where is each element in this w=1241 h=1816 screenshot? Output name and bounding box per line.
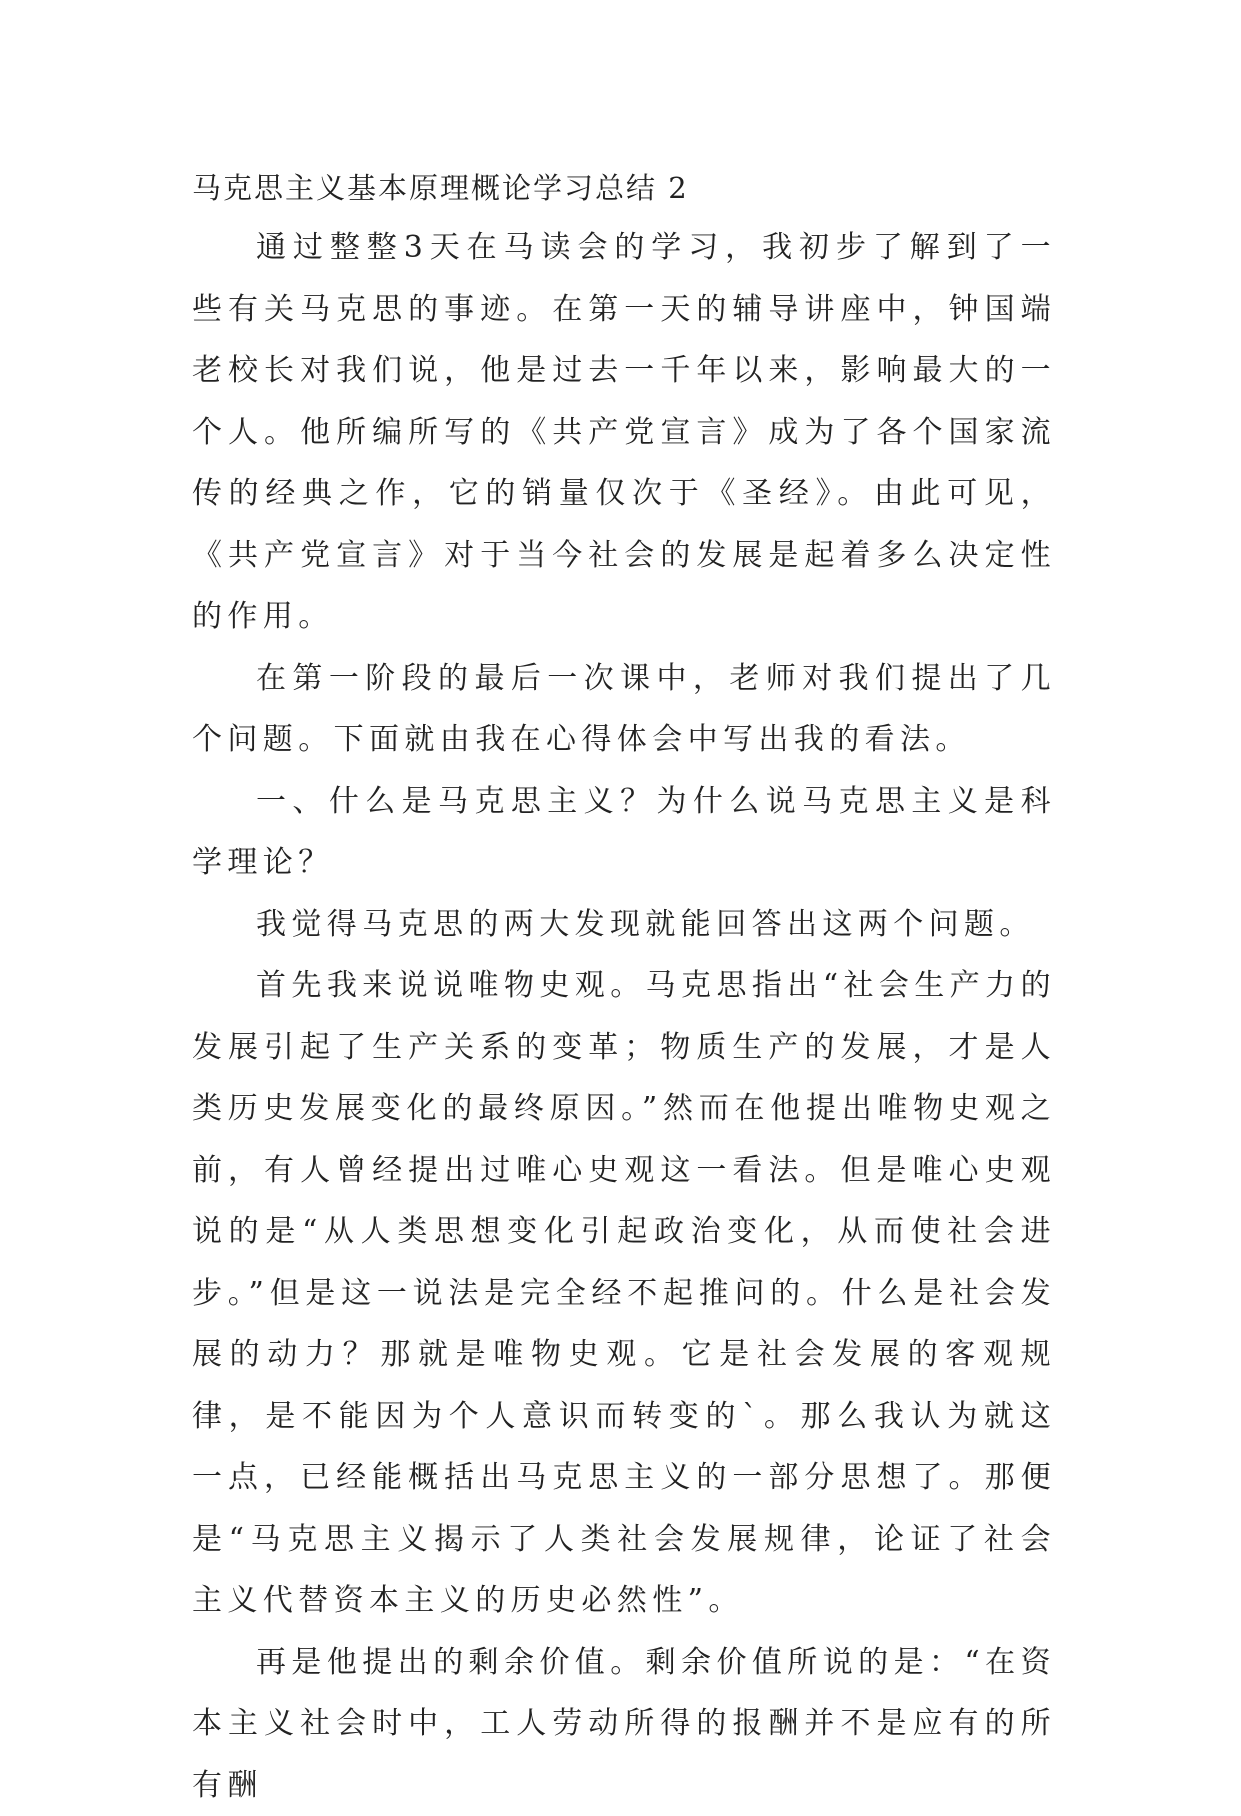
document-body [192,160,1056,1816]
document-title: 马克思主义基本原理概论学习总结 2 [192,160,1056,217]
paragraph-4: 我觉得马克思的两大发现就能回答出这两个问题。 [192,894,1056,956]
paragraph-2: 在第一阶段的最后一次课中，老师对我们提出了几个问题。下面就由我在心得体会中写出我的看法。 [192,648,1056,771]
paragraph-5: 首先我来说说唯物史观。马克思指出“社会生产力的发展引起了生产关系的变革；物质生产的发展，才是人类历史发展变化的最终原因。”然而在他提出唯物史观之前，有人曾经提出过唯心史观这一看法。但是唯心史观说的是“从人类思想变化引起政治变化，从而使社会进步。”但是这一说法是完全经不起推问的。什么是社会发展的动力？那就是唯物史观。它是社会发展的客观规律，是不能因为个人意识而转变的`。那么我认为就这一点，已经能概括出马克思主义的一部分思想了。那便是“马克思主义揭示了人类社会发展规律，论证了社会主义代替资本主义的历史必然性”。 [192,955,1056,1632]
paragraph-6: 再是他提出的剩余价值。剩余价值所说的是：“在资本主义社会时中，工人劳动所得的报酬并不是应有的所有酬 [192,1632,1056,1816]
paragraph-1: 通过整整3天在马读会的学习，我初步了解到了一些有关马克思的事迹。在第一天的辅导讲座中，钟国端老校长对我们说，他是过去一千年以来，影响最大的一个人。他所编所写的《共产党宣言》成为了各个国家流传的经典之作，它的销量仅次于《圣经》。由此可见，《共产党宣言》对于当今社会的发展是起着多么决定性的作用。 [192,217,1056,648]
paragraph-3: 一、什么是马克思主义？为什么说马克思主义是科学理论？ [192,771,1056,894]
